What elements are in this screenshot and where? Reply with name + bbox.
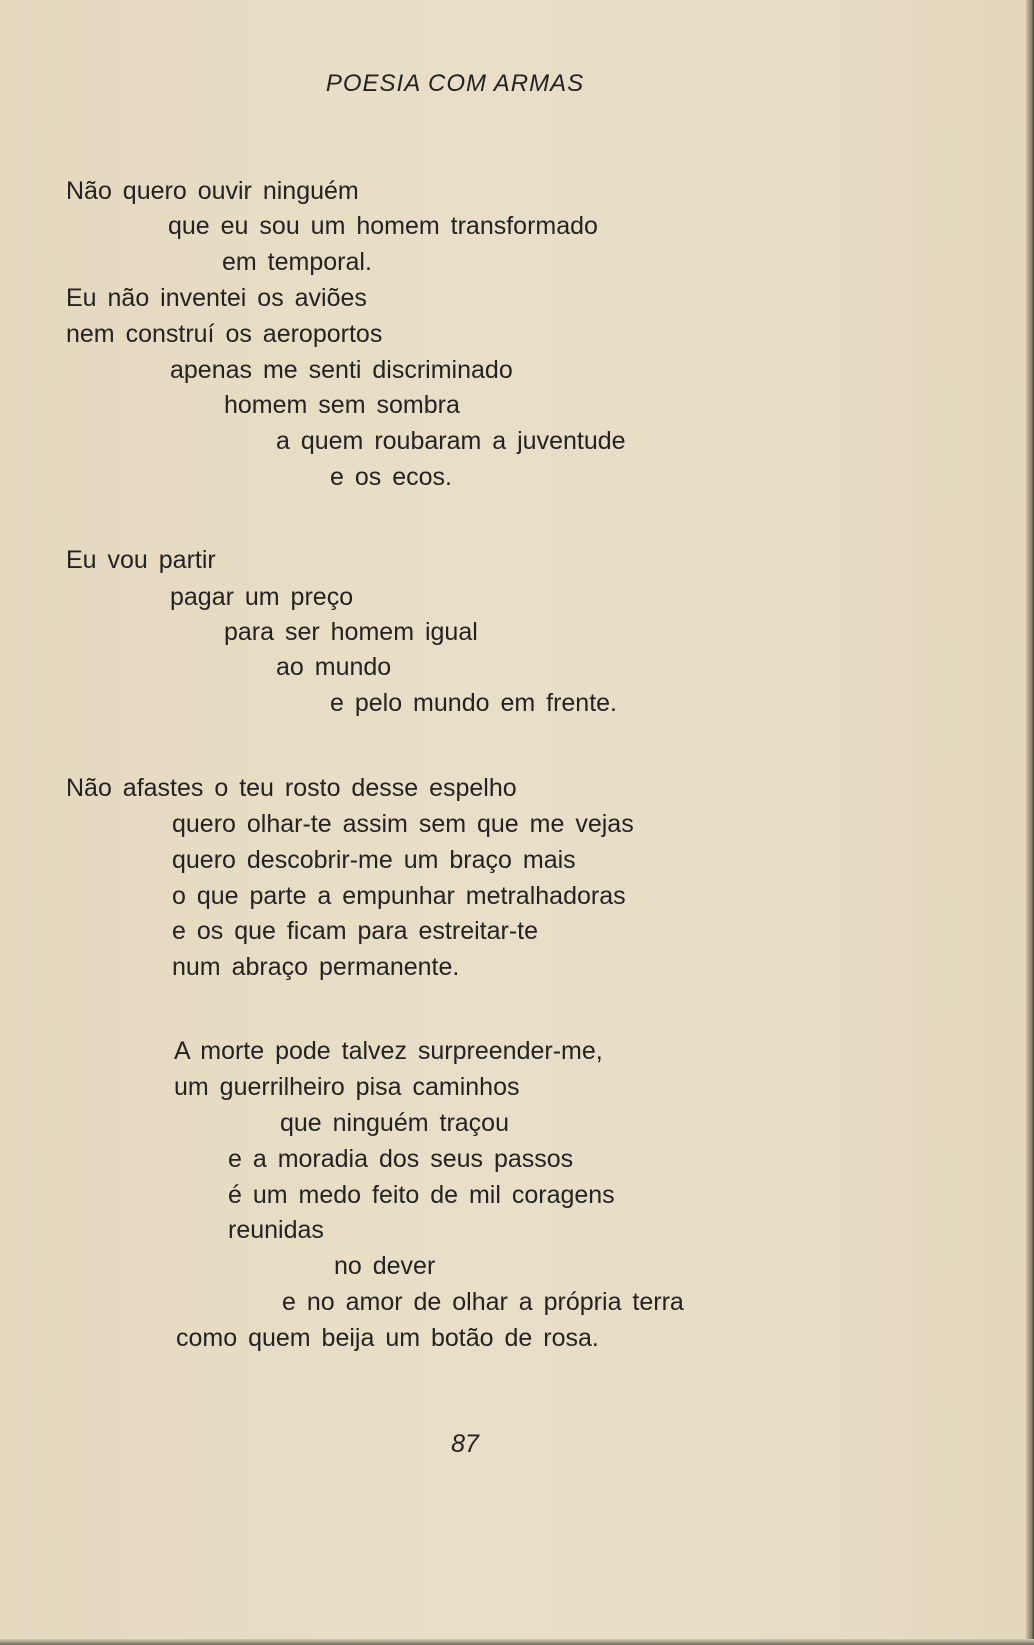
poem-line: homem sem sombra	[224, 391, 460, 419]
poem-line: Eu não inventei os aviões	[66, 284, 367, 312]
poem-line: o que parte a empunhar metralhadoras	[172, 882, 626, 910]
poem-line: Não quero ouvir ninguém	[66, 177, 359, 205]
page-edge	[1026, 0, 1034, 1645]
poem-line: como quem beija um botão de rosa.	[176, 1324, 599, 1352]
page-number: 87	[451, 1430, 479, 1458]
running-head: POESIA COM ARMAS	[325, 70, 585, 97]
poem-line: ao mundo	[276, 653, 392, 681]
poem-line: e a moradia dos seus passos	[228, 1145, 574, 1173]
poem-line: Eu vou partir	[66, 546, 216, 574]
poem-line: e no amor de olhar a própria terra	[282, 1288, 684, 1316]
poem-line: que eu sou um homem transformado	[168, 212, 598, 240]
poem-line: que ninguém traçou	[280, 1109, 509, 1137]
poem-line: nem construí os aeroportos	[66, 320, 383, 348]
poem-line: para ser homem igual	[224, 618, 478, 646]
poem-line: e os ecos.	[330, 463, 452, 491]
poem-line: num abraço permanente.	[172, 953, 460, 981]
poem-line: Não afastes o teu rosto desse espelho	[66, 774, 517, 802]
poem-line: apenas me senti discriminado	[170, 356, 513, 384]
poem-line: A morte pode talvez surpreender-me,	[174, 1037, 603, 1065]
poem-line: um guerrilheiro pisa caminhos	[174, 1073, 520, 1101]
poem-line: pagar um preço	[170, 583, 354, 611]
poem-line: e pelo mundo em frente.	[330, 689, 617, 717]
poem-line: no dever	[334, 1252, 436, 1280]
poem-line: a quem roubaram a juventude	[276, 427, 626, 455]
poem-line: quero olhar-te assim sem que me vejas	[172, 810, 634, 838]
poem-line: e os que ficam para estreitar-te	[172, 917, 538, 945]
poem-line: quero descobrir-me um braço mais	[172, 846, 576, 874]
poem-line: reunidas	[228, 1216, 324, 1244]
poem-line: é um medo feito de mil coragens	[228, 1181, 615, 1209]
poem-line: em temporal.	[222, 248, 372, 276]
page-edge	[0, 1639, 1034, 1645]
